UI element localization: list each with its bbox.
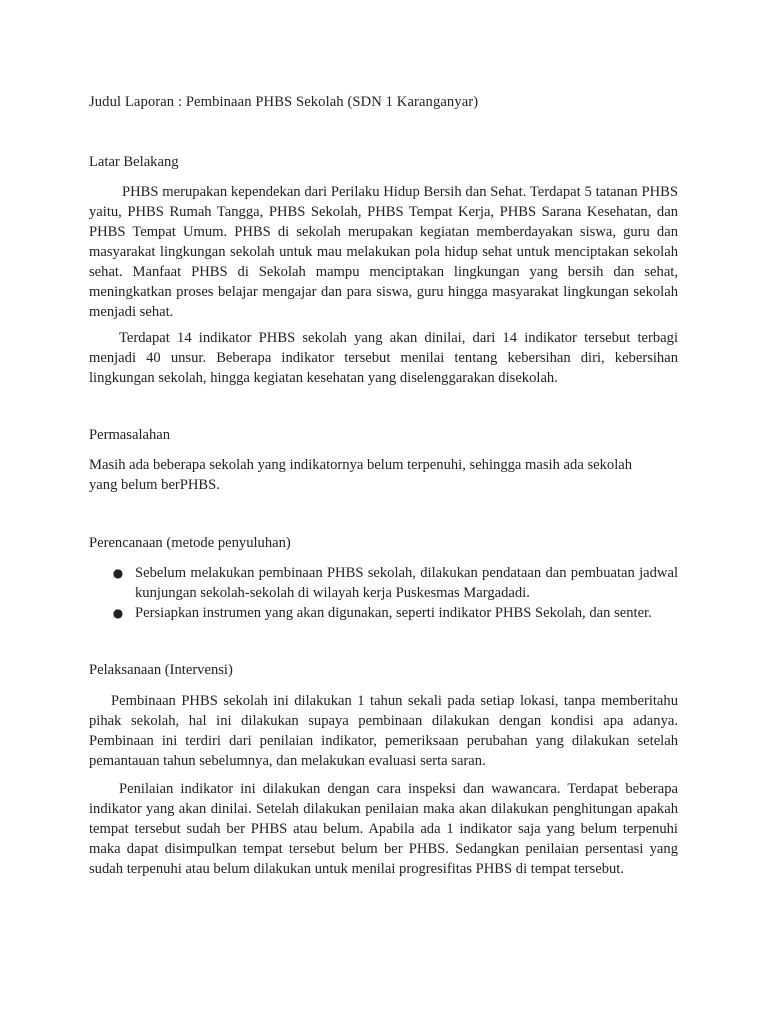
bullet-icon: ● [112,566,124,580]
paragraph-latar-belakang-1: PHBS merupakan kependekan dari Perilaku Hidup Bersih dan Sehat. Terdapat 5 tatanan PHBS yaitu, PHBS Rumah Tangga, PHBS Sekolah, PHBS Tempat Kerja, PHBS Sarana Kesehatan, dan PHBS Tempat Umum. PHBS di sekolah merupakan kegiatan memberdayakan siswa, guru dan masyarakat lingkungan sekolah untuk mau melakukan pola hidup sehat untuk menciptakan sekolah sehat. Manfaat PHBS di Sekolah mampu menciptakan lingkungan yang bersih dan sehat, meningkatkan proses belajar mengajar dan para siswa, guru hingga masyarakat lingkungan sekolah menjadi sehat. [89,184,678,320]
heading-pelaksanaan: Pelaksanaan (Intervensi) [89,662,233,678]
heading-perencanaan: Perencanaan (metode penyuluhan) [89,535,291,551]
list-item [89,603,678,623]
report-title: Judul Laporan : Pembinaan PHBS Sekolah (SDN 1 Karanganyar) [89,94,479,110]
heading-permasalahan: Permasalahan [89,427,171,443]
paragraph-pelaksanaan-2: Penilaian indikator ini dilakukan dengan cara inspeksi dan wawancara. Terdapat beberapa indikator yang akan dinilai. Setelah dilakukan penilaian maka akan dilakukan penghitungan apakah tempat tersebut sudah ber PHBS atau belum. Apabila ada 1 indikator saja yang belum terpenuhi maka dapat disimpulkan tempat tersebut belum ber PHBS. Sedangkan penilaian persentasi yang sudah terpenuhi atau belum dilakukan untuk menilai progresifitas PHBS di tempat tersebut. [89,781,678,877]
list-item-text: Sebelum melakukan pembinaan PHBS sekolah, dilakukan pendataan dan pembuatan jadwal kunjungan sekolah-sekolah di wilayah kerja Puskesmas Margadadi. [135,565,678,601]
list-item-text: Persiapkan instrumen yang akan digunakan, seperti indikator PHBS Sekolah, dan senter. [135,605,652,621]
paragraph-permasalahan: Masih ada beberapa sekolah yang indikatornya belum terpenuhi, sehingga masih ada sekolah yang belum berPHBS. [89,457,633,493]
paragraph-pelaksanaan-1: Pembinaan PHBS sekolah ini dilakukan 1 tahun sekali pada setiap lokasi, tanpa memberitahu pihak sekolah, hal ini dilakukan supaya pembinaan dilakukan dengan kondisi apa adanya. Pembinaan ini terdiri dari penilaian indikator, pemeriksaan perubahan yang dilakukan setelah pemantauan tahun sebelumnya, dan melakukan evaluasi serta saran. [89,693,678,769]
list-item [89,563,678,603]
bullet-icon: ● [112,606,124,620]
heading-latar-belakang: Latar Belakang [89,154,179,170]
perencanaan-bullet-list [89,563,678,623]
paragraph-latar-belakang-2: Terdapat 14 indikator PHBS sekolah yang akan dinilai, dari 14 indikator tersebut terbagi menjadi 40 unsur. Beberapa indikator tersebut menilai tentang kebersihan diri, kebersihan lingkungan sekolah, hingga kegiatan kesehatan yang diselenggarakan disekolah. [89,330,678,386]
